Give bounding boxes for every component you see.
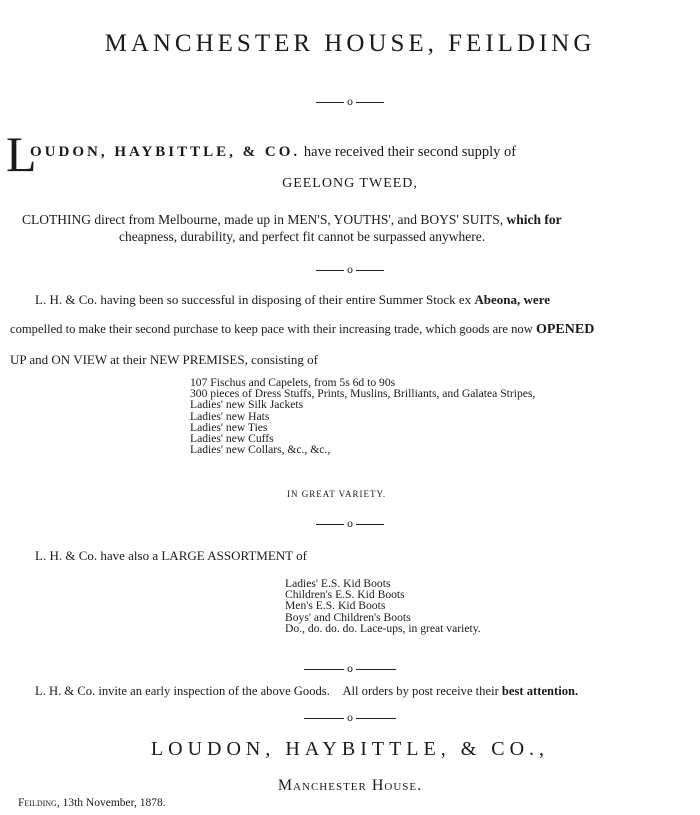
intro-line4: cheapness, durability, and perfect fit cannot be surpassed anywhere. [119,229,486,244]
list-item: Do., do. do. do. Lace-ups, in great variety. [285,621,481,635]
separator: o [0,663,700,675]
list-item: Ladies' new Collars, &c., &c., [190,443,331,457]
firm-name: OUDON, HAYBITTLE, & CO. [30,144,301,160]
stock-list [190,377,535,455]
list-item: 107 Fischus and Capelets, from 5s 6d to 90s [190,376,396,389]
list-item: Ladies' new Silk Jackets [190,398,304,412]
intro-line3: CLOTHING direct from Melbourne, made up in MEN'S, YOUTHS', and BOYS' SUITS, which for [22,212,562,227]
geelong-tweed: GEELONG TWEED, [282,176,418,191]
stock-line3: UP and ON VIEW at their NEW PREMISES, consisting of [10,352,318,367]
stock-line1: L. H. & Co. having been so successful in disposing of their entire Summer Stock ex Abeona, were [35,292,551,307]
list-item: Children's E.S. Kid Boots [285,588,405,602]
list-item: Men's E.S. Kid Boots [285,599,386,613]
drop-cap: L [6,126,37,182]
list-item: 300 pieces of Dress Stuffs, Prints, Muslins, Brilliants, and Galatea Stripes, [190,387,536,401]
page-title: MANCHESTER HOUSE, FEILDING [104,30,596,57]
separator: o [0,712,700,724]
separator: o [0,96,700,108]
list-item: Ladies' new Hats [190,409,270,423]
separator: o [0,264,700,276]
intro-line1-text: have received their second supply of [303,144,517,160]
intro-first-line [30,144,516,161]
boots-list [285,578,481,634]
list-item: Ladies' E.S. Kid Boots [285,577,391,590]
variety-note: IN GREAT VARIETY. [287,489,387,499]
inspection-line: L. H. & Co. invite an early inspection of the above Goods. All orders by post receive their best attention. [35,684,579,698]
separator: o [0,518,700,530]
list-item: Ladies' new Cuffs [190,432,274,446]
stock-line2: compelled to make their second purchase to keep pace with their increasing trade, which goods are now OPENED [10,322,595,337]
boots-intro: L. H. & Co. have also a LARGE ASSORTMENT of [35,548,307,563]
house-name: Manchester House. [277,777,423,794]
firm-signature: LOUDON, HAYBITTLE, & CO., [150,738,550,760]
list-item: Boys' and Children's Boots [285,610,411,624]
date-line: Feilding, 13th November, 1878. [18,797,166,809]
list-item: Ladies' new Ties [190,420,268,434]
